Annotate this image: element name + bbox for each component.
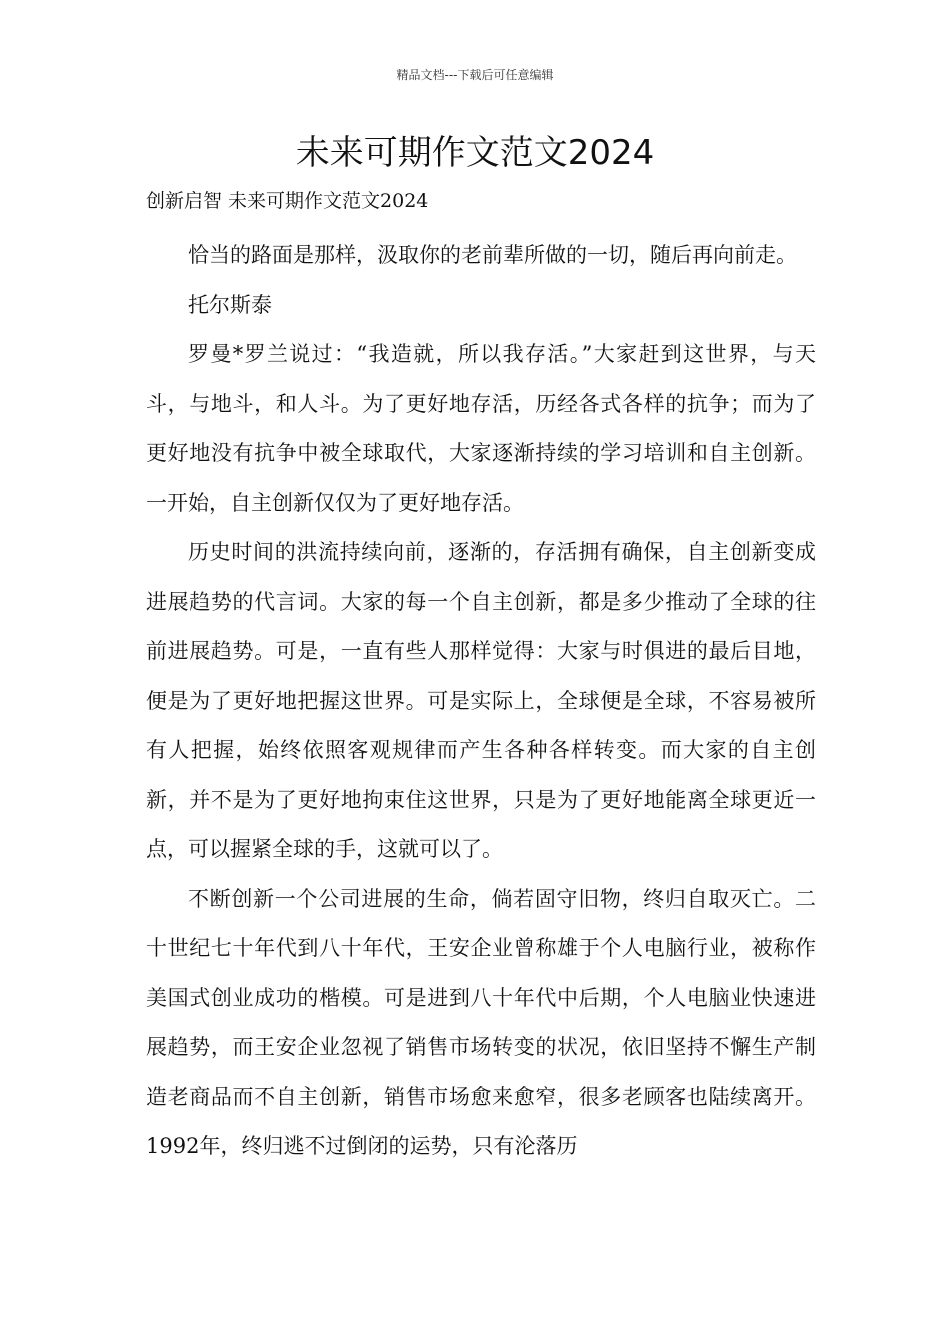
header-note: 精品文档---下载后可任意编辑	[396, 68, 554, 82]
paragraph-3: 不断创新一个公司进展的生命，倘若固守旧物，终归自取灭亡。二十世纪七十年代到八十年代，王安企业曾称雄于个人电脑行业，被称作美国式创业成功的楷模。可是进到八十年代中后期，个人电脑业快速进展趋势，而王安企业忽视了销售市场转变的状况，依旧坚持不懈生产制造老商品而不自主创新，销售市场愈来愈窄，很多老顾客也陆续离开。1992年，终归逃不过倒闭的运势，只有沦落历	[146, 886, 816, 1158]
document-title: 未来可期作文范文2024	[295, 133, 655, 173]
document-subtitle: 创新启智 未来可期作文范文2024	[146, 190, 429, 212]
paragraph-1: 罗曼*罗兰说过：“我造就，所以我存活。”大家赶到这世界，与天斗，与地斗，和人斗。为了更好地存活，历经各式各样的抗争；而为了更好地没有抗争中被全球取代，大家逐渐持续的学习培训和自主创新。一开始，自主创新仅仅为了更好地存活。	[146, 342, 816, 515]
document-body	[146, 231, 816, 1172]
paragraph-2: 历史时间的洪流持续向前，逐渐的，存活拥有确保，自主创新变成进展趋势的代言词。大家的每一个自主创新，都是多少推动了全球的往前进展趋势。可是，一直有些人那样觉得：大家与时俱进的最后目地，便是为了更好地把握这世界。可是实际上，全球便是全球，不容易被所有人把握，始终依照客观规律而产生各种各样转变。而大家的自主创新，并不是为了更好地拘束住这世界，只是为了更好地能离全球更近一点，可以握紧全球的手，这就可以了。	[146, 540, 816, 861]
paragraph-quote: 恰当的路面是那样，汲取你的老前辈所做的一切，随后再向前走。	[188, 243, 797, 267]
paragraph-attribution: 托尔斯泰	[188, 292, 272, 317]
